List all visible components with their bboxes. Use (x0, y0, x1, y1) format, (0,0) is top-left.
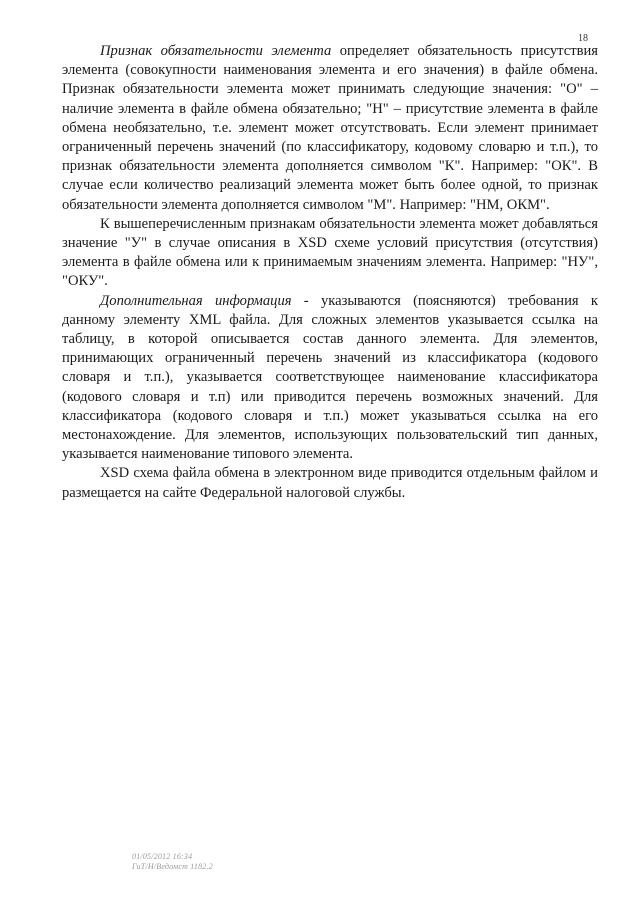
document-body (62, 42, 598, 503)
paragraph-additional-info (62, 292, 598, 465)
paragraph-condition-value (62, 215, 598, 292)
paragraph-text: К вышеперечисленным признакам обязательности элемента может добавляться значение "У" в случае описания в XSD схеме условий присутствия (отсутствия) элемента в файле обмена или к принимаемым значениям элемента. Например: "НУ", "ОКУ". (62, 215, 598, 290)
paragraph-xsd-schema (62, 464, 598, 502)
footer-stamp-line: ГиТ/Н/Ведомст 1182.2 (132, 862, 213, 871)
paragraph-text: Признак обязательности элемента может принимать следующие значения: "О" – наличие элемента в файле обмена обязательно; "Н" – присутствие элемента в файле обмена необязательно, т.е. элемент может отсутствовать. Если элемент принимает ограниченный перечень значений (по классификатору, кодовому словарю и т.п.), то признак обязательности элемента дополняется символом "К". Например: "ОК". В случае если количество реализаций элемента может быть более одной, то признак обязательности элемента дополняется символом "М". Например: "НМ, ОКМ". (62, 81, 598, 213)
paragraph-obligation-attribute (62, 42, 598, 215)
page-number: 18 (578, 33, 588, 44)
paragraph-text: XSD схема файла обмена в электронном виде приводится отдельным файлом и размещается на сайте Федеральной налоговой службы. (62, 465, 598, 501)
paragraph-text: определяет обязательность присутствия элемента (совокупности наименования элемента и его значения) в файле обмена. (62, 43, 598, 79)
term-additional-info: Дополнительная информация (100, 292, 292, 309)
footer-stamp-line: 01/05/2012 16:34 (132, 852, 193, 861)
term-obligation-attribute: Признак обязательности элемента (100, 43, 332, 59)
paragraph-text: - указываются (поясняются) требования к данному элементу XML файла. Для сложных элементов указывается ссылка на таблицу, в которой описывается состав данного элемента. Для элементов, принимающих ограниченный перечень значений из классификатора (кодового словаря и т.п.), указывается соответствующее наименование классификатора (кодового словаря и т.п) или приводится перечень возможных значений. Для классификатора (кодового словаря и т.п.) может указываться ссылка на его местонахождение. Для элементов, использующих пользовательский тип данных, указывается наименование типового элемента. (62, 292, 598, 463)
footer-stamp (132, 852, 213, 872)
